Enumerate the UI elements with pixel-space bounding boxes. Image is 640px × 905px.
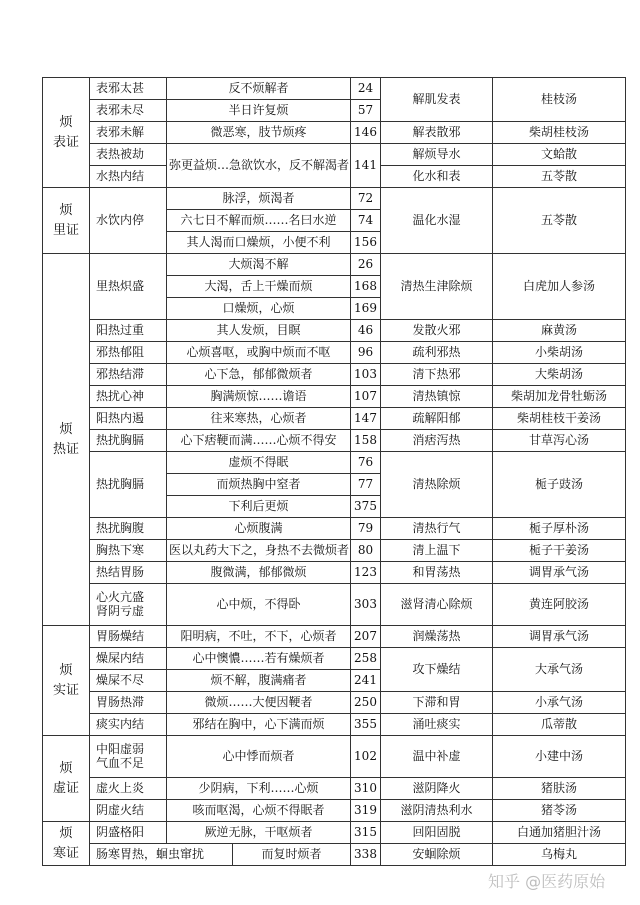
clause-number: 96 (351, 342, 381, 364)
table-row (43, 584, 626, 626)
clause-number: 80 (351, 540, 381, 562)
method-cell: 和胃荡热 (381, 562, 493, 584)
pattern-cell: 胸热下寒 (90, 540, 167, 562)
symptom-cell: 心中悸而烦者 (167, 736, 351, 778)
method-cell: 安蛔除烦 (381, 844, 493, 866)
symptom-cell: 大烦渴不解 (167, 254, 351, 276)
formula-cell: 白虎加人参汤 (493, 254, 626, 320)
symptom-cell: 医以丸药大下之，身热不去微烦者 (167, 540, 351, 562)
table-row (43, 648, 626, 670)
pattern-cell: 水热内结 (90, 166, 167, 188)
method-cell: 滋肾清心除烦 (381, 584, 493, 626)
category-cell: 烦 寒证 (43, 822, 90, 866)
table-row (43, 452, 626, 474)
symptom-cell: 心下痞鞕而满……心烦不得安 (167, 430, 351, 452)
method-cell: 攻下燥结 (381, 648, 493, 692)
formula-cell: 甘草泻心汤 (493, 430, 626, 452)
clause-number: 103 (351, 364, 381, 386)
symptom-cell: 少阴病，下利……心烦 (167, 778, 351, 800)
pattern-cell: 热结胃肠 (90, 562, 167, 584)
pattern-cell: 中阳虚弱 气血不足 (90, 736, 167, 778)
method-cell: 消痞泻热 (381, 430, 493, 452)
formula-cell: 五苓散 (493, 166, 626, 188)
symptom-cell: 心烦喜呕，或胸中烦而不呕 (167, 342, 351, 364)
clause-number: 156 (351, 232, 381, 254)
symptom-cell: 腹微满，郁郁微烦 (167, 562, 351, 584)
table-row (43, 736, 626, 778)
clause-number: 107 (351, 386, 381, 408)
formula-cell: 栀子豉汤 (493, 452, 626, 518)
category-cell: 烦 表证 (43, 78, 90, 188)
formula-cell: 麻黄汤 (493, 320, 626, 342)
method-cell: 发散火邪 (381, 320, 493, 342)
symptom-cell: 下利后更烦 (167, 496, 351, 518)
symptom-cell: 口燥烦，心烦 (167, 298, 351, 320)
symptom-cell: 半日许复烦 (167, 100, 351, 122)
method-cell: 滋阴降火 (381, 778, 493, 800)
symptom-cell: 而复时烦者 (261, 847, 322, 861)
symptom-cell: 脉浮，烦渴者 (167, 188, 351, 210)
method-cell: 化水和表 (381, 166, 493, 188)
method-cell: 下滞和胃 (381, 692, 493, 714)
symptom-cell: 微恶寒，肢节烦疼 (167, 122, 351, 144)
pattern-cell: 水饮内停 (90, 188, 167, 254)
formula-cell: 栀子厚朴汤 (493, 518, 626, 540)
table-row (43, 122, 626, 144)
formula-table (42, 77, 626, 866)
table-row (43, 364, 626, 386)
clause-number: 250 (351, 692, 381, 714)
clause-number: 168 (351, 276, 381, 298)
formula-cell: 猪苓汤 (493, 800, 626, 822)
clause-number: 102 (351, 736, 381, 778)
formula-cell: 柴胡加龙骨牡蛎汤 (493, 386, 626, 408)
pattern-cell: 热扰胸膈 (90, 452, 167, 518)
symptom-cell: 而烦热胸中窒者 (167, 474, 351, 496)
method-cell: 回阳固脱 (381, 822, 493, 844)
formula-cell: 小承气汤 (493, 692, 626, 714)
symptom-cell: 六七日不解而烦……名曰水逆 (167, 210, 351, 232)
table-row (43, 408, 626, 430)
table-row (43, 254, 626, 276)
formula-cell: 大承气汤 (493, 648, 626, 692)
formula-cell: 桂枝汤 (493, 78, 626, 122)
table-row (43, 144, 626, 166)
symptom-cell: 厥逆无脉，干呕烦者 (167, 822, 351, 844)
clause-number: 141 (351, 144, 381, 188)
formula-cell: 柴胡桂枝干姜汤 (493, 408, 626, 430)
pattern-cell: 阳热内遏 (90, 408, 167, 430)
clause-number: 26 (351, 254, 381, 276)
table-row (43, 562, 626, 584)
pattern-cell: 热扰胸膈 (90, 430, 167, 452)
clause-number: 24 (351, 78, 381, 100)
method-cell: 疏解阳郁 (381, 408, 493, 430)
table-row (43, 692, 626, 714)
clause-number: 310 (351, 778, 381, 800)
pattern-cell: 阳热过重 (90, 320, 167, 342)
pattern-cell: 热扰心神 (90, 386, 167, 408)
symptom-cell: 邪结在胸中，心下满而烦 (167, 714, 351, 736)
symptom-cell: 往来寒热，心烦者 (167, 408, 351, 430)
method-cell: 疏利邪热 (381, 342, 493, 364)
method-cell: 清下热邪 (381, 364, 493, 386)
symptom-cell: 其人渴而口燥烦，小便不利 (167, 232, 351, 254)
formula-cell: 柴胡桂枝汤 (493, 122, 626, 144)
pattern-cell: 表邪太甚 (90, 78, 167, 100)
method-cell: 清上温下 (381, 540, 493, 562)
formula-cell: 调胃承气汤 (493, 626, 626, 648)
method-cell: 温中补虚 (381, 736, 493, 778)
table-row (43, 78, 626, 100)
method-cell: 清热生津除烦 (381, 254, 493, 320)
formula-cell: 文蛤散 (493, 144, 626, 166)
symptom-cell: 其人发烦，目瞑 (167, 320, 351, 342)
pattern-cell: 虚火上炎 (90, 778, 167, 800)
symptom-cell: 弥更益烦…急欲饮水，反不解渴者 (167, 144, 351, 188)
clause-number: 79 (351, 518, 381, 540)
pattern-symptom-merged-cell (90, 844, 351, 866)
method-cell: 润燥荡热 (381, 626, 493, 648)
clause-number: 241 (351, 670, 381, 692)
category-cell: 烦 里证 (43, 188, 90, 254)
clause-number: 338 (351, 844, 381, 866)
symptom-cell: 大渴，舌上干燥而烦 (167, 276, 351, 298)
table-row (43, 800, 626, 822)
clause-number: 147 (351, 408, 381, 430)
pattern-cell: 阴盛格阳 (90, 822, 167, 844)
clause-number: 375 (351, 496, 381, 518)
category-cell: 烦 实证 (43, 626, 90, 736)
table-row (43, 540, 626, 562)
table-row (43, 822, 626, 844)
table-row (43, 778, 626, 800)
pattern-cell: 肠寒胃热，蛔虫窜扰 (90, 844, 233, 865)
pattern-cell: 表邪未尽 (90, 100, 167, 122)
watermark-text: 知乎 @医药原始 (488, 872, 606, 891)
clause-number: 123 (351, 562, 381, 584)
method-cell: 温化水湿 (381, 188, 493, 254)
clause-number: 258 (351, 648, 381, 670)
method-cell: 清热除烦 (381, 452, 493, 518)
method-cell: 解肌发表 (381, 78, 493, 122)
category-cell: 烦 热证 (43, 254, 90, 626)
table-row (43, 386, 626, 408)
method-cell: 清热镇惊 (381, 386, 493, 408)
formula-cell: 白通加猪胆汁汤 (493, 822, 626, 844)
pattern-cell: 阴虚火结 (90, 800, 167, 822)
clause-number: 169 (351, 298, 381, 320)
formula-cell: 栀子干姜汤 (493, 540, 626, 562)
table-row (43, 714, 626, 736)
clause-number: 46 (351, 320, 381, 342)
method-cell: 涌吐痰实 (381, 714, 493, 736)
table-row (43, 342, 626, 364)
symptom-cell: 心下急，郁郁微烦者 (167, 364, 351, 386)
formula-cell: 五苓散 (493, 188, 626, 254)
formula-cell: 猪肤汤 (493, 778, 626, 800)
formula-cell: 乌梅丸 (493, 844, 626, 866)
formula-cell: 小柴胡汤 (493, 342, 626, 364)
table-row (43, 188, 626, 210)
symptom-cell: 虚烦不得眠 (167, 452, 351, 474)
clause-number: 355 (351, 714, 381, 736)
pattern-cell: 燥屎不尽 (90, 670, 167, 692)
pattern-cell: 邪热结滞 (90, 364, 167, 386)
pattern-cell: 胃肠热滞 (90, 692, 167, 714)
formula-cell: 大柴胡汤 (493, 364, 626, 386)
clause-number: 315 (351, 822, 381, 844)
clause-number: 303 (351, 584, 381, 626)
symptom-cell: 微烦……大便因鞕者 (167, 692, 351, 714)
pattern-cell: 胃肠燥结 (90, 626, 167, 648)
pattern-cell: 痰实内结 (90, 714, 167, 736)
symptom-cell: 阳明病，不吐，不下，心烦者 (167, 626, 351, 648)
symptom-cell: 胸满烦惊……谵语 (167, 386, 351, 408)
table-row (43, 430, 626, 452)
formula-cell: 小建中汤 (493, 736, 626, 778)
clause-number: 158 (351, 430, 381, 452)
clause-number: 72 (351, 188, 381, 210)
symptom-cell: 心中懊憹……若有燥烦者 (167, 648, 351, 670)
pattern-cell: 邪热郁阻 (90, 342, 167, 364)
pattern-cell: 心火亢盛 肾阴亏虚 (90, 584, 167, 626)
pattern-cell: 里热炽盛 (90, 254, 167, 320)
clause-number: 207 (351, 626, 381, 648)
table-row (43, 320, 626, 342)
clause-number: 74 (351, 210, 381, 232)
formula-cell: 黄连阿胶汤 (493, 584, 626, 626)
method-cell: 解表散邪 (381, 122, 493, 144)
clause-number: 76 (351, 452, 381, 474)
method-cell: 滋阴清热利水 (381, 800, 493, 822)
method-cell: 清热行气 (381, 518, 493, 540)
table-row (43, 844, 626, 866)
pattern-cell: 表邪未解 (90, 122, 167, 144)
symptom-cell: 心烦腹满 (167, 518, 351, 540)
method-cell: 解烦导水 (381, 144, 493, 166)
clause-number: 77 (351, 474, 381, 496)
formula-cell: 调胃承气汤 (493, 562, 626, 584)
pattern-cell: 表热被劫 (90, 144, 167, 166)
formula-cell: 瓜蒂散 (493, 714, 626, 736)
symptom-cell: 咳而呕渴，心烦不得眠者 (167, 800, 351, 822)
clause-number: 319 (351, 800, 381, 822)
table-row (43, 518, 626, 540)
clause-number: 146 (351, 122, 381, 144)
symptom-cell: 烦不解，腹满痛者 (167, 670, 351, 692)
symptom-cell: 心中烦，不得卧 (167, 584, 351, 626)
category-cell: 烦 虚证 (43, 736, 90, 822)
pattern-cell: 燥屎内结 (90, 648, 167, 670)
symptom-cell: 反不烦解者 (167, 78, 351, 100)
pattern-cell: 热扰胸腹 (90, 518, 167, 540)
clause-number: 57 (351, 100, 381, 122)
table-row (43, 626, 626, 648)
